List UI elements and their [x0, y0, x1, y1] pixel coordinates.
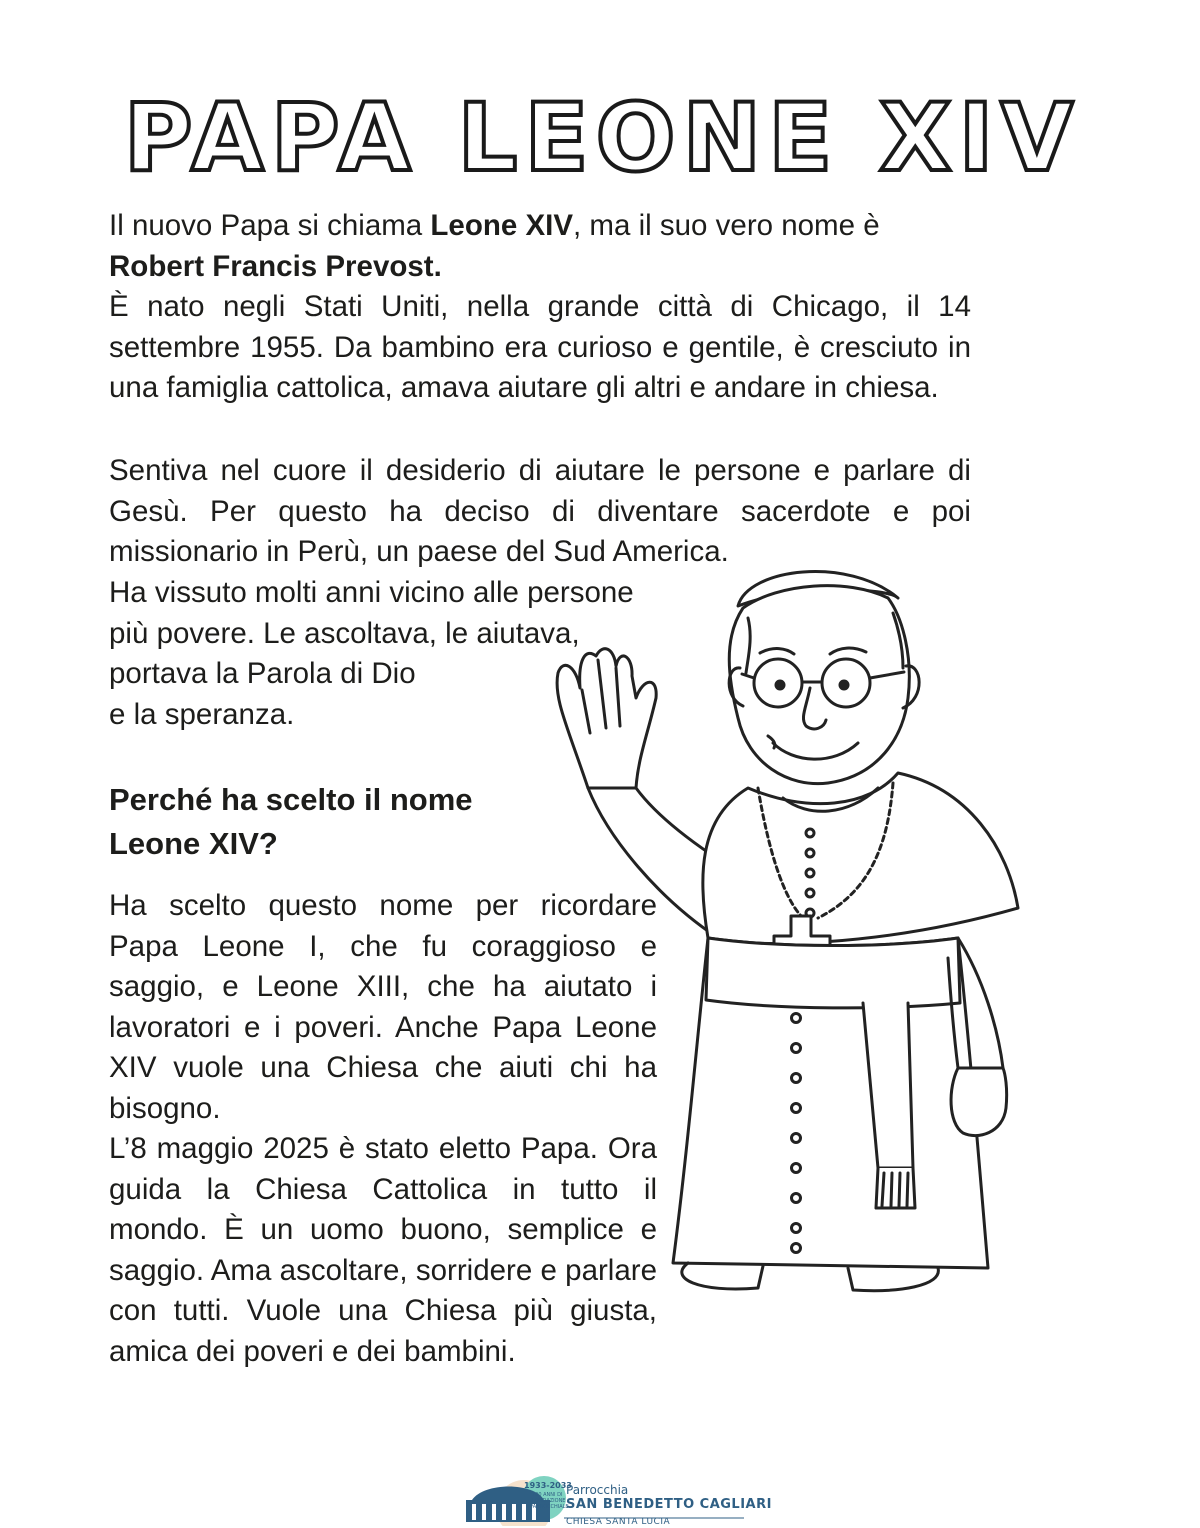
pope-head — [729, 586, 909, 784]
sash — [706, 938, 960, 1008]
intro-paragraph — [109, 206, 971, 409]
service-line-1: Ha vissuto molti anni vicino alle persone — [109, 576, 634, 609]
resting-hand — [951, 1068, 1007, 1136]
service-line-2: più povere. Le ascoltava, le aiutava, — [109, 616, 580, 650]
badge-years: 1933-2033 — [524, 1481, 572, 1490]
page-title: PAPA LEONE XIV — [123, 84, 1081, 193]
birth-text: È nato negli Stati Uniti, nella grande città di Chicago, il 14 settembre 1955. Da bambino era curioso e gentile, è cresciuto in una famiglia cattolica, amava aiutare gli altri e andare in chiesa. — [109, 290, 971, 404]
real-name: Robert Francis Prevost. — [109, 249, 442, 283]
badge-line-2: FONDAZIONE — [532, 1498, 566, 1504]
section-heading — [109, 778, 609, 866]
logo-church-name: CHIESA SANTA LUCIA — [566, 1517, 671, 1527]
intro-text-a: Il nuovo Papa si chiama — [109, 209, 431, 242]
pope-illustration — [548, 548, 1028, 1308]
mozzetta — [703, 773, 1018, 944]
service-line-3: portava la Parola di Dio — [109, 657, 416, 690]
section-heading-line-2: Leone XIV? — [109, 826, 278, 861]
service-line-4: e la speranza. — [109, 697, 295, 731]
name-reason-text: Ha scelto questo nome per ricordare Papa Leone I, che fu coraggioso e saggio, e Leone XIII, che ha aiutato i lavoratori e i poveri. Anche Papa Leone XIV vuole una Chiesa che aiuti chi ha bisogno. — [109, 889, 657, 1125]
raised-hand — [557, 649, 656, 788]
badge-line-1: 100 ANNI DI — [532, 1492, 563, 1498]
vocation-paragraph: Sentiva nel cuore il desiderio di aiutare le persone e parlare di Gesù. Per questo ha deciso di diventare sacerdote e poi missionario in Perù, un paese del Sud America. — [109, 454, 971, 568]
badge-line-3: PARROCCHIALE — [530, 1504, 569, 1510]
logo-parish-name: SAN BENEDETTO CAGLIARI — [566, 1497, 772, 1512]
logo-parish-label: Parrocchia — [566, 1483, 629, 1497]
pope-name: Leone XIV — [430, 209, 574, 242]
election-text: L’8 maggio 2025 è stato eletto Papa. Ora guida la Chiesa Cattolica in tutto il mondo. È un uomo buono, semplice e saggio. Ama ascoltare, sorridere e parlare con tutti. Vuole una Chiesa più giusta, amica dei poveri e dei bambini. — [109, 1132, 657, 1368]
page-title-wrap — [0, 84, 1084, 193]
section-heading-line-1: Perché ha scelto il nome — [109, 782, 473, 817]
intro-text-b: , ma il suo vero nome è — [573, 209, 880, 242]
